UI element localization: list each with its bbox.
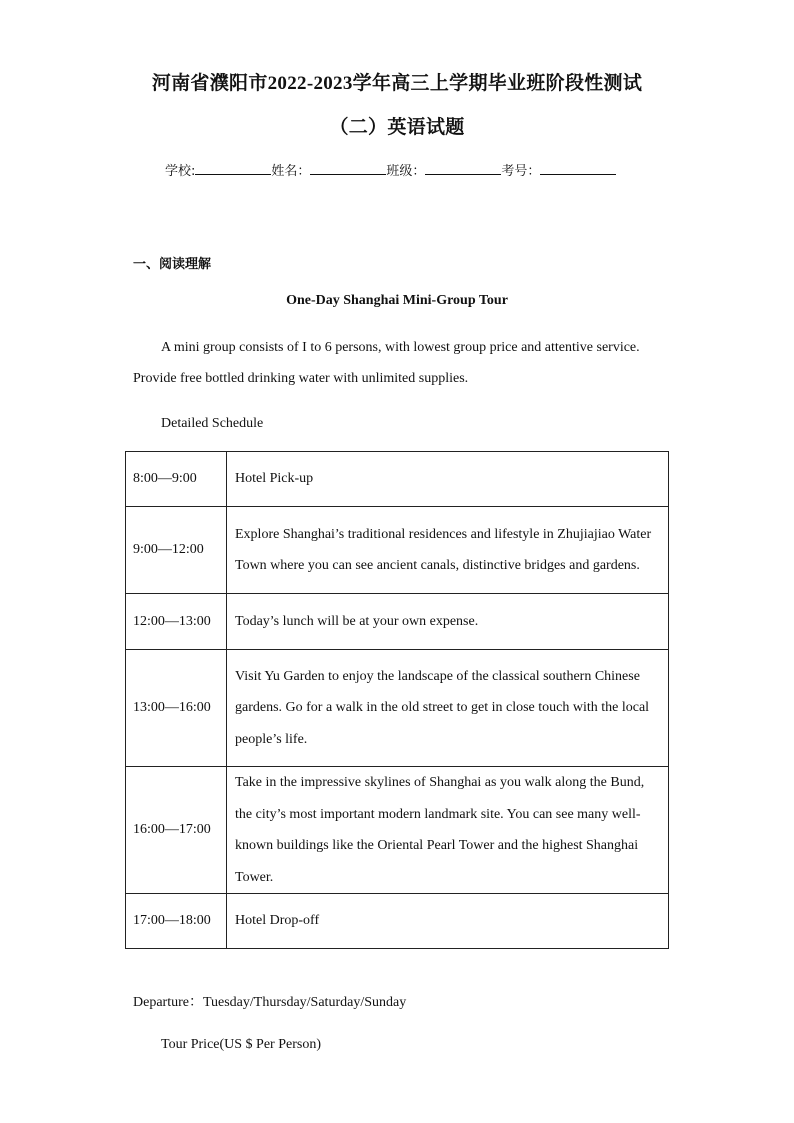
table-row [126,894,669,949]
exam-title-line2: （二）英语试题 [329,117,465,138]
time-cell: 13:00—16:00 [126,650,227,767]
activity-cell: Explore Shanghai’s traditional residences and lifestyle in Zhujiajiao Water Town where you can see ancient canals, distinctive bridges and gardens. [227,507,669,594]
schedule-table [125,451,669,949]
table-row [126,767,669,894]
table-row [126,650,669,767]
exam-title-line1: 河南省濮阳市2022-2023学年高三上学期毕业班阶段性测试 [151,73,643,94]
passage-intro: A mini group consists of I to 6 persons, with lowest group price and attentive service. Provide free bottled drinking water with unlimited supplies. [133,340,640,386]
time-cell: 9:00—12:00 [126,507,227,594]
id-blank [540,161,616,175]
id-label: 考号： [501,164,541,179]
class-blank [425,161,501,175]
time-cell: 12:00—13:00 [126,594,227,650]
activity-cell: Take in the impressive skylines of Shanghai as you walk along the Bund, the city’s most important modern landmark site. You can see many well-known buildings like the Oriental Pearl Tower and the highest Shanghai Tower. [227,767,669,894]
time-cell: 17:00—18:00 [126,894,227,949]
table-row [126,507,669,594]
class-label: 班级： [386,164,426,179]
schedule-label: Detailed Schedule [161,416,264,431]
name-blank [310,161,386,175]
departure-days: Departure：Tuesday/Thursday/Saturday/Sunday [133,995,407,1010]
section-heading: 一、阅读理解 [133,257,212,272]
passage-title: One-Day Shanghai Mini-Group Tour [286,293,508,308]
activity-cell: Visit Yu Garden to enjoy the landscape of the classical southern Chinese gardens. Go for a walk in the old street to get in close touch with the local people’s life. [227,650,669,767]
time-cell: 16:00—17:00 [126,767,227,894]
activity-cell: Today’s lunch will be at your own expense. [227,594,669,650]
activity-cell: Hotel Drop-off [227,894,669,949]
school-label: 学校: [165,164,196,179]
tour-price-label: Tour Price(US $ Per Person) [161,1037,321,1052]
name-label: 姓名： [271,164,311,179]
table-row [126,452,669,507]
activity-cell: Hotel Pick-up [227,452,669,507]
student-info-line [165,160,616,179]
time-cell: 8:00—9:00 [126,452,227,507]
school-blank [195,161,271,175]
table-row [126,594,669,650]
